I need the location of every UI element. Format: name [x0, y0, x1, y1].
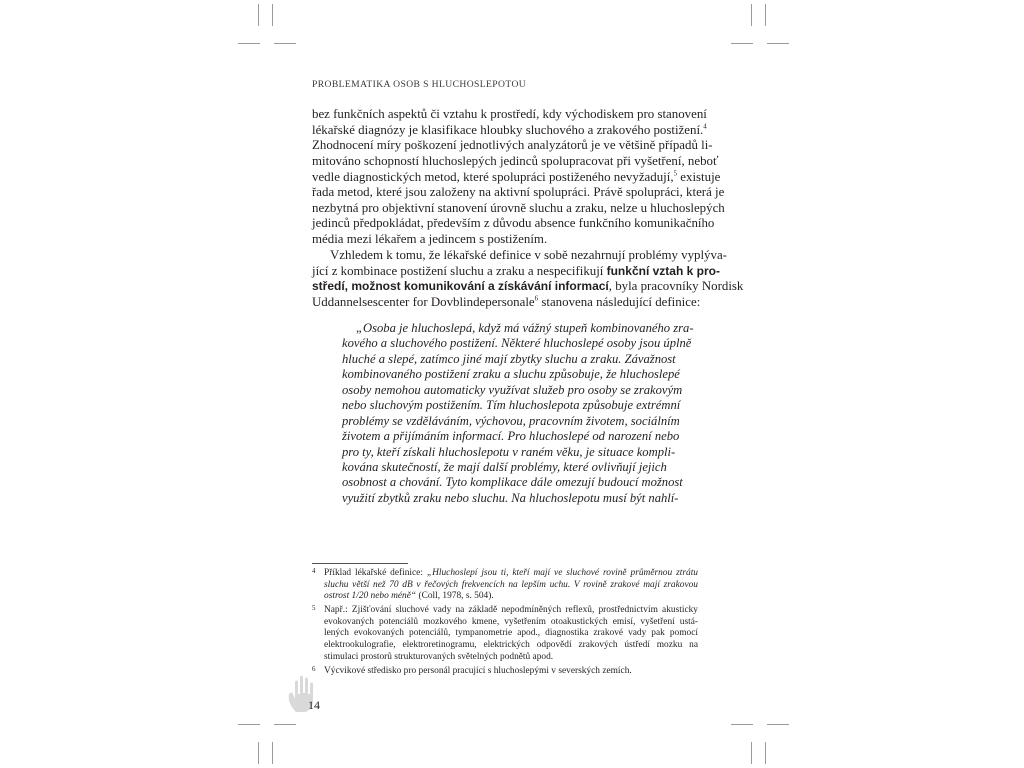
crop-mark — [751, 742, 752, 764]
crop-mark — [765, 4, 766, 26]
text-line: média mezi lékařem a jedincem s postižením. — [312, 232, 548, 247]
footnote-line: evokovaných potenciálů mozkového kmene, vyšetřením otoakustických emisí, vyšetření ustá- — [324, 616, 698, 627]
quote-line: pro ty, kteří získali hluchoslepotu v raném věku, je situace kompli- — [342, 444, 676, 459]
quote-line: osobnost a chování. Tyto komplikace dále omezují budoucí možnost — [342, 475, 683, 490]
text-line: řada metod, které jsou založeny na aktivní spolupráci. Právě spolupráci, která je — [312, 185, 725, 200]
paragraph-1 — [312, 107, 725, 248]
running-head: PROBLEMATIKA OSOB S HLUCHOSLEPOTOU — [312, 79, 527, 90]
text-line: vedle diagnostických metod, které spolupráci postiženého nevyžadují,$^5$ existuje — [312, 169, 721, 184]
footnote-6 — [312, 666, 698, 678]
quote-line: osoby nemohou automaticky využívat služeb pro osoby se zrakovým — [342, 382, 683, 397]
footnote-line: ostrost 1/20 nebo méně“ (Coll, 1978, s. 504). — [324, 591, 494, 602]
quote-line: „Osoba je hluchoslepá, když má vážný stupeň kombinovaného zra- — [356, 321, 694, 335]
crop-mark — [731, 724, 753, 725]
page-number: 14 — [308, 698, 320, 712]
footnote-ref-6[interactable]: 6 — [534, 294, 539, 303]
block-quote — [342, 321, 694, 506]
crop-mark — [238, 724, 260, 725]
quote-line: hluché a slepé, zatímco jiné mají zbytky sluchu a zraku. Závažnost — [342, 351, 676, 366]
footnote-5 — [312, 605, 698, 663]
crop-mark — [272, 742, 273, 764]
crop-mark — [258, 742, 259, 764]
footnote-line: sluchu větší než 70 dB v řečových frekvencích na lepším uchu. V rovině zrakové mají zrakovou — [324, 579, 698, 590]
crop-mark — [238, 43, 260, 44]
crop-mark — [767, 43, 789, 44]
emphasis: funkční vztah k pro- — [606, 263, 720, 278]
text-line: středí, možnost komunikování a získávání informací, byla pracovníky Nordisk — [312, 279, 744, 294]
crop-mark — [751, 4, 752, 26]
text-line: Vzhledem k tomu, že lékařské definice v sobě nezahrnují problémy vyplýva- — [330, 248, 727, 262]
footnote-line: lených evokovaných potenciálů, tympanometrie apod., diagnostika zrakové vady pak pomocí — [324, 628, 698, 639]
text-line: mitováno schopností hluchoslepých jedinců spolupracovat při vyšetření, neboť — [312, 153, 719, 168]
text-line: bez funkčních aspektů či vztahu k prostředí, kdy východiskem pro stanovení — [312, 107, 707, 121]
footnote-line: Výcvikové středisko pro personál pracující s hluchoslepými v severských zemích. — [324, 666, 632, 676]
footnote-number: 5 — [312, 604, 316, 612]
quote-line: nebo sluchovým postižením. Tím hluchoslepota způsobuje extrémní — [342, 398, 681, 413]
crop-mark — [274, 724, 296, 725]
crop-mark — [765, 742, 766, 764]
emphasis: středí, možnost komunikování a získávání informací — [312, 279, 609, 294]
crop-mark — [274, 43, 296, 44]
text-line: lékařské diagnózy je klasifikace hloubky sluchového a zrakového postižení.$^4$ — [312, 122, 707, 137]
text-line: Zhodnocení míry poškození jednotlivých analyzátorů je ve většině případů li- — [312, 138, 713, 153]
footnote-line: Např.: Zjišťování sluchové vady na základě nepodmíněných reflexů, prostřednictvím akusticky — [324, 605, 698, 615]
crop-mark — [731, 43, 753, 44]
footnote-line: elektrookulografie, elektroretinogramu, elektrických odpovědí zrakových ústředí mozku na — [324, 640, 698, 651]
quote-line: využití zbytků zraku nebo sluchu. Na hluchoslepotu musí být nahlí- — [342, 490, 679, 505]
footnote-number: 6 — [312, 665, 316, 673]
text-line: jedinců předpokládat, především z důvodu absence funkčního komunikačního — [312, 216, 715, 231]
footnote-rule — [312, 563, 408, 564]
crop-mark — [272, 4, 273, 26]
footnote-ref-4[interactable]: 4 — [703, 122, 707, 131]
footnote-line: Příklad lékařské definice: „Hluchoslepí jsou ti, kteří mají ve sluchové rovině průměrnou ztrátu — [324, 568, 698, 578]
quote-line: problémy se vzděláváním, výchovou, pracovním životem, sociálním — [342, 413, 680, 428]
text-line: nezbytná pro objektivní stanovení úrovně sluchu a zraku, nelze u hluchoslepých — [312, 200, 725, 215]
footnote-ref-5[interactable]: 5 — [673, 169, 678, 178]
text-line: Uddannelsescenter for Dovblindepersonale$^6$ stanovena následující definice: — [312, 294, 701, 309]
footnote-4 — [312, 568, 698, 603]
quote-line: životem a přijímáním informací. Pro hluchoslepé od narození nebo — [342, 429, 680, 444]
crop-mark — [767, 724, 789, 725]
quote-line: kována skutečností, že mají další problémy, které ovlivňují jejich — [342, 459, 667, 474]
footnote-line: stimulaci prostorů strukturovaných světelných podnětů apod. — [324, 651, 554, 662]
quote-line: kového a sluchového postižení. Některé hluchoslepé osoby jsou úplně — [342, 336, 692, 351]
quote-line: kombinovaného postižení zraku a sluchu způsobuje, že hluchoslepé — [342, 367, 680, 382]
footnote-number: 4 — [312, 567, 316, 575]
crop-mark — [258, 4, 259, 26]
text-line: jící z kombinace postižení sluchu a zraku a nespecifikují funkční vztah k pro- — [312, 263, 720, 278]
paragraph-2 — [312, 248, 744, 311]
